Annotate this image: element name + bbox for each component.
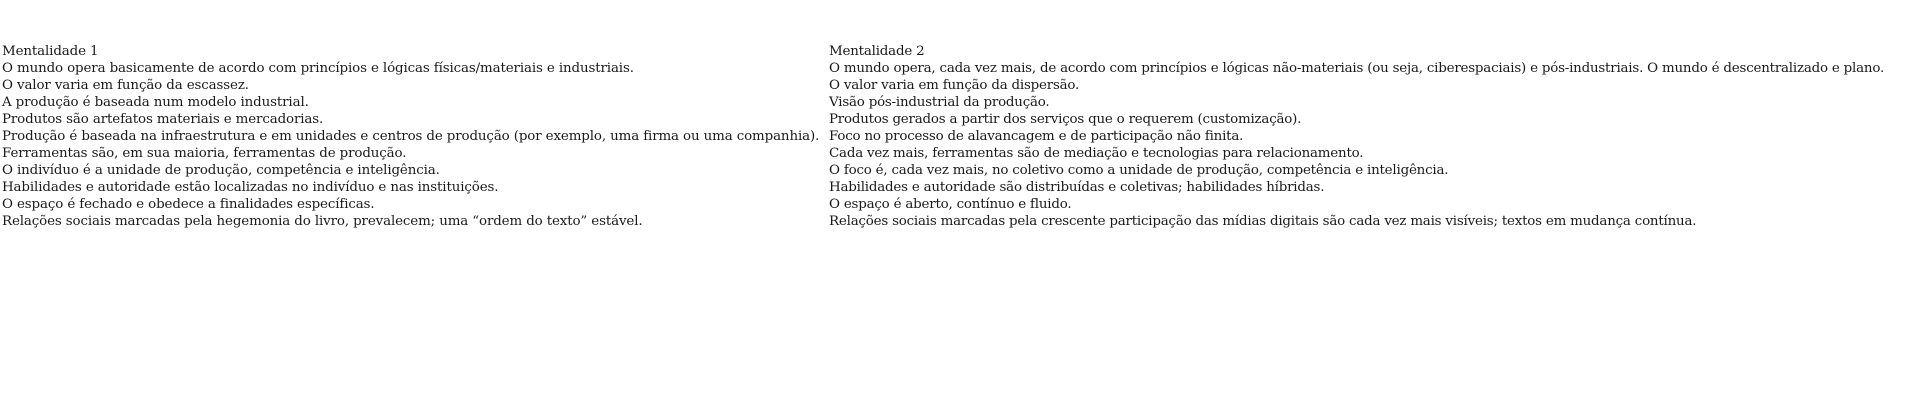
table-cell: Visão pós-industrial da produção. [829,95,1050,110]
table-cell: Produtos são artefatos materiais e mercadorias. [2,112,324,127]
table-cell: Produção é baseada na infraestrutura e em unidades e centros de produção (por exemplo, uma firma ou uma companhia). [2,129,820,144]
table-cell: Ferramentas são, em sua maioria, ferramentas de produção. [2,146,407,161]
table-cell: O espaço é fechado e obedece a finalidades específicas. [2,197,375,212]
comparison-table [2,43,1908,230]
table-cell: O foco é, cada vez mais, no coletivo como a unidade de produção, competência e inteligência. [829,163,1449,178]
table-cell: O valor varia em função da escassez. [2,78,249,93]
table-cell: Produtos gerados a partir dos serviços que o requerem (customização). [829,112,1302,127]
table-cell: Habilidades e autoridade estão localizadas no indivíduo e nas instituições. [2,180,499,195]
table-cell: O mundo opera, cada vez mais, de acordo com princípios e lógicas não-materiais (ou seja, ciberespaciais) e pós-industriais. O mundo é descentralizado e plano. [829,61,1885,76]
table-cell: Relações sociais marcadas pela crescente participação das mídias digitais são cada vez mais visíveis; textos em mudança contínua. [829,214,1697,229]
table-cell: O espaço é aberto, contínuo e fluido. [829,197,1072,212]
table-cell: O valor varia em função da dispersão. [829,78,1080,93]
column-mentalidade-1 [2,43,829,230]
table-cell: Cada vez mais, ferramentas são de mediação e tecnologias para relacionamento. [829,146,1364,161]
column-header: Mentalidade 1 [2,44,99,59]
column-header: Mentalidade 2 [829,44,925,59]
table-cell: O indivíduo é a unidade de produção, competência e inteligência. [2,163,440,178]
table-cell: A produção é baseada num modelo industrial. [2,95,309,110]
table-cell: Relações sociais marcadas pela hegemonia do livro, prevalecem; uma “ordem do texto” estável. [2,214,643,229]
table-cell: Foco no processo de alavancagem e de participação não finita. [829,129,1244,144]
column-mentalidade-2 [829,43,1908,230]
table-cell: O mundo opera basicamente de acordo com princípios e lógicas físicas/materiais e industriais. [2,61,634,76]
table-cell: Habilidades e autoridade são distribuídas e coletivas; habilidades híbridas. [829,180,1325,195]
